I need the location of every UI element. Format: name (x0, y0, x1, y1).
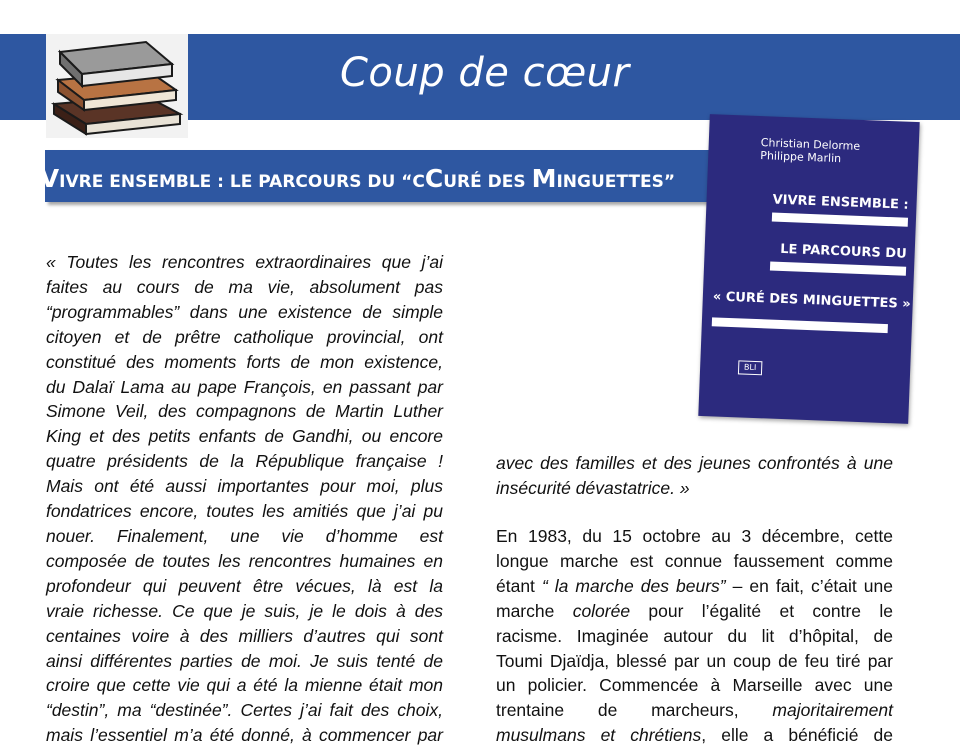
text-line: croire que cette vie qui a été la mienne était mon (46, 675, 443, 696)
text-line: composée de toutes les rencontres humaines en (46, 550, 443, 571)
publisher-logo: BLI (738, 360, 763, 375)
text-line: fondatrices encore, toutes les amitiés que j’ai pu (46, 501, 443, 522)
text-line: marche colorée pour l’égalité et contre le (496, 600, 893, 621)
text-line: insécurité dévastatrice. » (496, 477, 690, 498)
text-line: du Dalaï Lama au pape François, en passant par (46, 376, 443, 397)
text-line: racisme. Imaginée autour du lit d’hôpital, de (496, 625, 893, 646)
text-line: profondeur qui peuvent être vécues, là est la (46, 575, 443, 596)
text-line: Simone Veil, des compagnons de Martin Luther (46, 401, 443, 422)
text-line: faites au cours de ma vie, absolument pas (46, 276, 443, 297)
text-line: étant “ la marche des beurs” – en fait, c’était une (496, 575, 893, 596)
article-title: VIVRE ENSEMBLE : LE PARCOURS DU “CCURÉ DES MINGUETTES” (39, 164, 675, 193)
text-line: En 1983, du 15 octobre au 3 décembre, cette (496, 526, 893, 546)
cover-title-line-3: « CURÉ DES MINGUETTES » (712, 289, 911, 312)
text-line: mais l’essentiel m’a été donné, à commencer par (46, 725, 443, 746)
page-title: Coup de cœur (340, 50, 630, 96)
cover-title-line-1: VIVRE ENSEMBLE : (772, 192, 909, 213)
text-line: King et des petits enfants de Gandhi, ou encore (46, 426, 443, 447)
text-line: longue marche est connue faussement comme (496, 550, 893, 571)
text-line: musulmans et chrétiens, elle a bénéficié de (496, 725, 893, 746)
text-line: « Toutes les rencontres extraordinaires que j’ai (46, 252, 443, 272)
text-line: centaines voire à des milliers d’autres qui sont (46, 625, 443, 646)
text-line: ainsi différentes parties de moi. Je suis tenté de (46, 650, 443, 671)
text-line: Mais ont été aussi importantes pour moi, plus (46, 476, 443, 497)
cover-strip (712, 317, 888, 333)
right-column (496, 524, 893, 748)
books-illustration (46, 34, 188, 138)
text-line: un policier. Commencée à Marseille avec une (496, 675, 893, 696)
book-cover (698, 114, 919, 424)
quote-continuation (496, 451, 893, 501)
text-line: quatre présidents de la République française ! (46, 451, 443, 472)
cover-title-line-2: LE PARCOURS DU (779, 241, 907, 262)
text-line: avec des familles et des jeunes confrontés à une (496, 453, 893, 473)
book-authors: Christian Delorme Philippe Marlin (760, 136, 861, 166)
left-column (46, 250, 443, 748)
text-line: “destin”, ma “destinée”. Certes j’ai fait des choix, (46, 700, 443, 721)
cover-strip (770, 262, 906, 276)
text-line: vraie richesse. Ce que je suis, je le dois à des (46, 600, 443, 621)
text-line: “programmables” dans une existence de simple (46, 301, 443, 322)
books-icon (46, 34, 188, 138)
text-line: constitué des moments forts de mon existence, (46, 351, 443, 372)
text-line: Toumi Djaïdja, blessé par un coup de feu tiré par (496, 650, 893, 671)
text-line: trentaine de marcheurs, majoritairement (496, 700, 893, 721)
text-line: nouer. Finalement, une vie d’homme est (46, 525, 443, 546)
text-line: citoyen et de prêtre catholique provincial, ont (46, 326, 443, 347)
cover-strip (772, 213, 908, 227)
